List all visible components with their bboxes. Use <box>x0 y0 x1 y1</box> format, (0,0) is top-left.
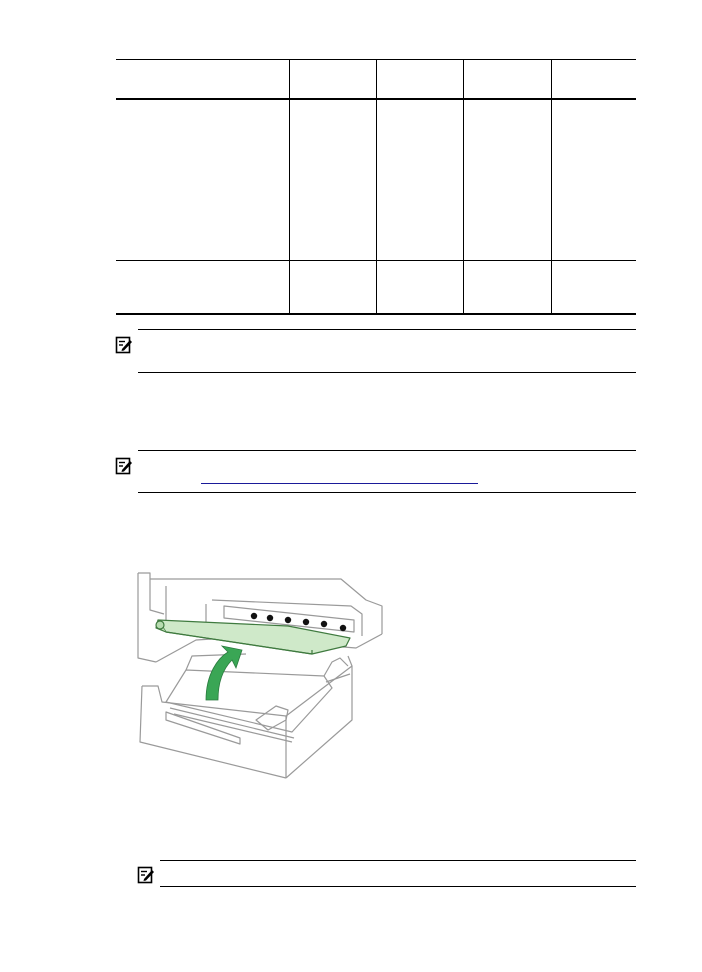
table-col-sep-2 <box>376 59 377 314</box>
note-icon <box>137 866 155 884</box>
cross-reference-link[interactable] <box>201 483 478 484</box>
lift-arrow-icon <box>206 646 242 700</box>
note-bottom-rule <box>160 886 636 887</box>
note-bottom-rule <box>138 492 636 493</box>
table-col-sep-3 <box>463 59 464 314</box>
note-icon <box>115 336 133 354</box>
note-top-rule <box>138 329 636 330</box>
table-col-sep-1 <box>289 59 290 314</box>
note-icon <box>115 457 133 475</box>
note-bottom-rule <box>138 372 636 373</box>
note-top-rule <box>160 860 636 861</box>
tray-extender <box>156 620 350 654</box>
note-top-rule <box>138 450 636 451</box>
table-col-sep-4 <box>551 59 552 314</box>
printer-tray-illustration <box>136 570 386 780</box>
